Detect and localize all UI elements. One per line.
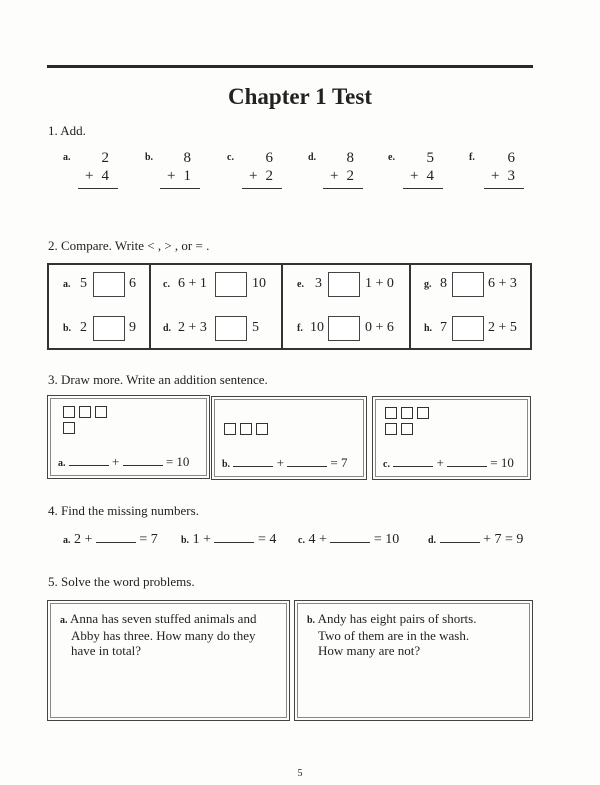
question-2-label: 2. Compare. Write < , > , or = . (48, 238, 210, 253)
right-expression: 10 (252, 276, 266, 291)
top-rule (47, 65, 533, 68)
item-letter: b. (222, 459, 231, 470)
answer-box[interactable] (93, 316, 125, 341)
left-expression: 10 (310, 320, 324, 335)
addend-top: 6 (265, 150, 273, 166)
sentence-result: = 7 (330, 455, 348, 470)
answer-blank[interactable] (123, 456, 163, 466)
plus-sign: + (167, 168, 176, 184)
answer-line (323, 188, 363, 189)
answer-line (78, 188, 118, 189)
add-problem-a (63, 150, 123, 198)
addend-top: 8 (183, 150, 191, 166)
answer-box[interactable] (328, 316, 360, 341)
answer-box[interactable] (215, 316, 247, 341)
right-expression: 0 + 6 (365, 320, 394, 335)
answer-blank[interactable] (233, 457, 273, 467)
addend-bottom: 1 (183, 168, 191, 184)
page-title: Chapter 1 Test (228, 84, 372, 109)
plus-sign: + (491, 168, 500, 184)
plus-sign: + (85, 168, 94, 184)
left-expression: 2 + 3 (178, 320, 207, 335)
addend-top: 5 (426, 150, 434, 166)
item-letter: b. (63, 323, 72, 334)
compare-item-e (283, 272, 409, 298)
after-blank: = 10 (373, 532, 400, 547)
missing-item-d (428, 532, 523, 548)
problem-line: How many are not? (318, 643, 421, 658)
question-5-label: 5. Solve the word problems. (48, 574, 195, 589)
compare-column (49, 265, 151, 348)
answer-blank[interactable] (214, 533, 254, 543)
addend-bottom: 4 (101, 168, 109, 184)
answer-box[interactable] (93, 272, 125, 297)
right-expression: 1 + 0 (365, 276, 394, 291)
problem-letter: a. (63, 152, 71, 163)
before-blank: 2 + (74, 532, 93, 547)
addend-bottom: 2 (346, 168, 354, 184)
answer-blank[interactable] (69, 456, 109, 466)
plus-sign: + (330, 168, 339, 184)
compare-item-h (411, 316, 530, 342)
answer-blank[interactable] (96, 533, 136, 543)
item-letter: a. (63, 279, 71, 290)
compare-column (151, 265, 283, 348)
addend-top: 2 (101, 150, 109, 166)
problem-line (307, 611, 520, 628)
problem-letter: b. (145, 152, 154, 163)
left-expression: 5 (80, 276, 87, 291)
item-letter: f. (297, 323, 303, 334)
item-letter: c. (298, 535, 305, 546)
answer-box[interactable] (328, 272, 360, 297)
plus-sign: + (410, 168, 419, 184)
item-letter: a. (63, 535, 71, 546)
answer-box[interactable] (215, 272, 247, 297)
problem-letter: d. (308, 152, 317, 163)
after-blank: = 7 (139, 532, 158, 547)
problem-text: Anna has seven stuffed animals and (70, 611, 257, 626)
item-letter: h. (424, 323, 433, 334)
left-expression: 8 (440, 276, 447, 291)
missing-item-c (298, 532, 399, 548)
answer-box[interactable] (452, 316, 484, 341)
left-expression: 6 + 1 (178, 276, 207, 291)
question-4-label: 4. Find the missing numbers. (48, 503, 199, 518)
addend-bottom: 2 (265, 168, 273, 184)
compare-item-d (151, 316, 281, 342)
right-expression: 6 (129, 276, 136, 291)
left-expression: 3 (315, 276, 322, 291)
page-number: 5 (297, 768, 303, 779)
missing-item-a (63, 532, 158, 548)
addend-top: 6 (507, 150, 515, 166)
draw-box-b[interactable] (211, 396, 367, 480)
addend-top: 8 (346, 150, 354, 166)
square-icon (240, 423, 252, 435)
compare-item-b (49, 316, 149, 342)
answer-blank[interactable] (393, 457, 433, 467)
square-icon (256, 423, 268, 435)
right-expression: 5 (252, 320, 259, 335)
compare-item-f (283, 316, 409, 342)
addend-bottom: 3 (507, 168, 515, 184)
item-letter: c. (383, 459, 390, 470)
add-problem-d (308, 150, 368, 198)
item-letter: d. (163, 323, 172, 334)
compare-column (411, 265, 530, 348)
missing-item-b (181, 532, 276, 548)
addition-sentence (222, 455, 348, 471)
compare-table (47, 263, 532, 350)
compare-item-c (151, 272, 281, 298)
right-expression: 9 (129, 320, 136, 335)
addition-sentence (58, 454, 189, 470)
plus-sign: + (249, 168, 258, 184)
draw-box-a[interactable] (47, 395, 210, 479)
answer-line (403, 188, 443, 189)
word-problem-b[interactable] (294, 600, 533, 721)
add-problem-e (388, 150, 448, 198)
answer-line (242, 188, 282, 189)
square-icon (401, 423, 413, 435)
plus-sign: + (112, 454, 120, 469)
answer-line (160, 188, 200, 189)
item-letter: e. (297, 279, 304, 290)
after-blank: = 4 (257, 532, 277, 547)
square-icon (417, 407, 429, 419)
square-icon (385, 423, 397, 435)
square-icon (95, 406, 107, 418)
answer-box[interactable] (452, 272, 484, 297)
item-letter: b. (181, 535, 190, 546)
left-expression: 2 (80, 320, 87, 335)
item-letter: d. (428, 535, 437, 546)
question-3-label: 3. Draw more. Write an addition sentence. (48, 372, 268, 387)
item-letter: a. (60, 615, 68, 626)
problem-text: Andy has eight pairs of shorts. (317, 611, 477, 626)
question-1-label: 1. Add. (48, 123, 86, 138)
add-problem-b (145, 150, 205, 198)
plus-sign: + (436, 455, 444, 470)
square-icon (63, 406, 75, 418)
problem-line: Two of them are in the wash. (318, 628, 470, 643)
problem-letter: e. (388, 152, 395, 163)
before-blank: 4 + (308, 532, 327, 547)
draw-box-c[interactable] (372, 396, 531, 480)
before-blank: 1 + (192, 532, 211, 547)
answer-blank[interactable] (330, 533, 370, 543)
answer-blank[interactable] (287, 457, 327, 467)
problem-letter: f. (469, 152, 475, 163)
item-letter: g. (424, 279, 432, 290)
item-letter: b. (307, 615, 316, 626)
after-blank: + 7 = 9 (483, 532, 524, 547)
right-expression: 6 + 3 (488, 276, 517, 291)
sentence-result: = 10 (490, 455, 514, 470)
answer-line (484, 188, 524, 189)
square-icon (224, 423, 236, 435)
plus-sign: + (276, 455, 284, 470)
answer-blank[interactable] (440, 533, 480, 543)
addition-sentence (383, 455, 514, 471)
add-problem-f (469, 150, 529, 198)
item-letter: a. (58, 458, 66, 469)
left-expression: 7 (440, 320, 447, 335)
compare-item-a (49, 272, 149, 298)
addend-bottom: 4 (426, 168, 434, 184)
answer-blank[interactable] (447, 457, 487, 467)
square-icon (79, 406, 91, 418)
problem-line (60, 611, 277, 628)
square-icon (63, 422, 75, 434)
problem-line: have in total? (71, 643, 142, 658)
compare-item-g (411, 272, 530, 298)
sentence-result: = 10 (165, 454, 190, 469)
square-icon (385, 407, 397, 419)
square-icon (401, 407, 413, 419)
word-problem-a[interactable] (47, 600, 290, 721)
item-letter: c. (163, 279, 170, 290)
right-expression: 2 + 5 (488, 320, 517, 335)
problem-line: Abby has three. How many do they (71, 628, 256, 643)
add-problem-c (227, 150, 287, 198)
compare-column (283, 265, 411, 348)
problem-letter: c. (227, 152, 234, 163)
